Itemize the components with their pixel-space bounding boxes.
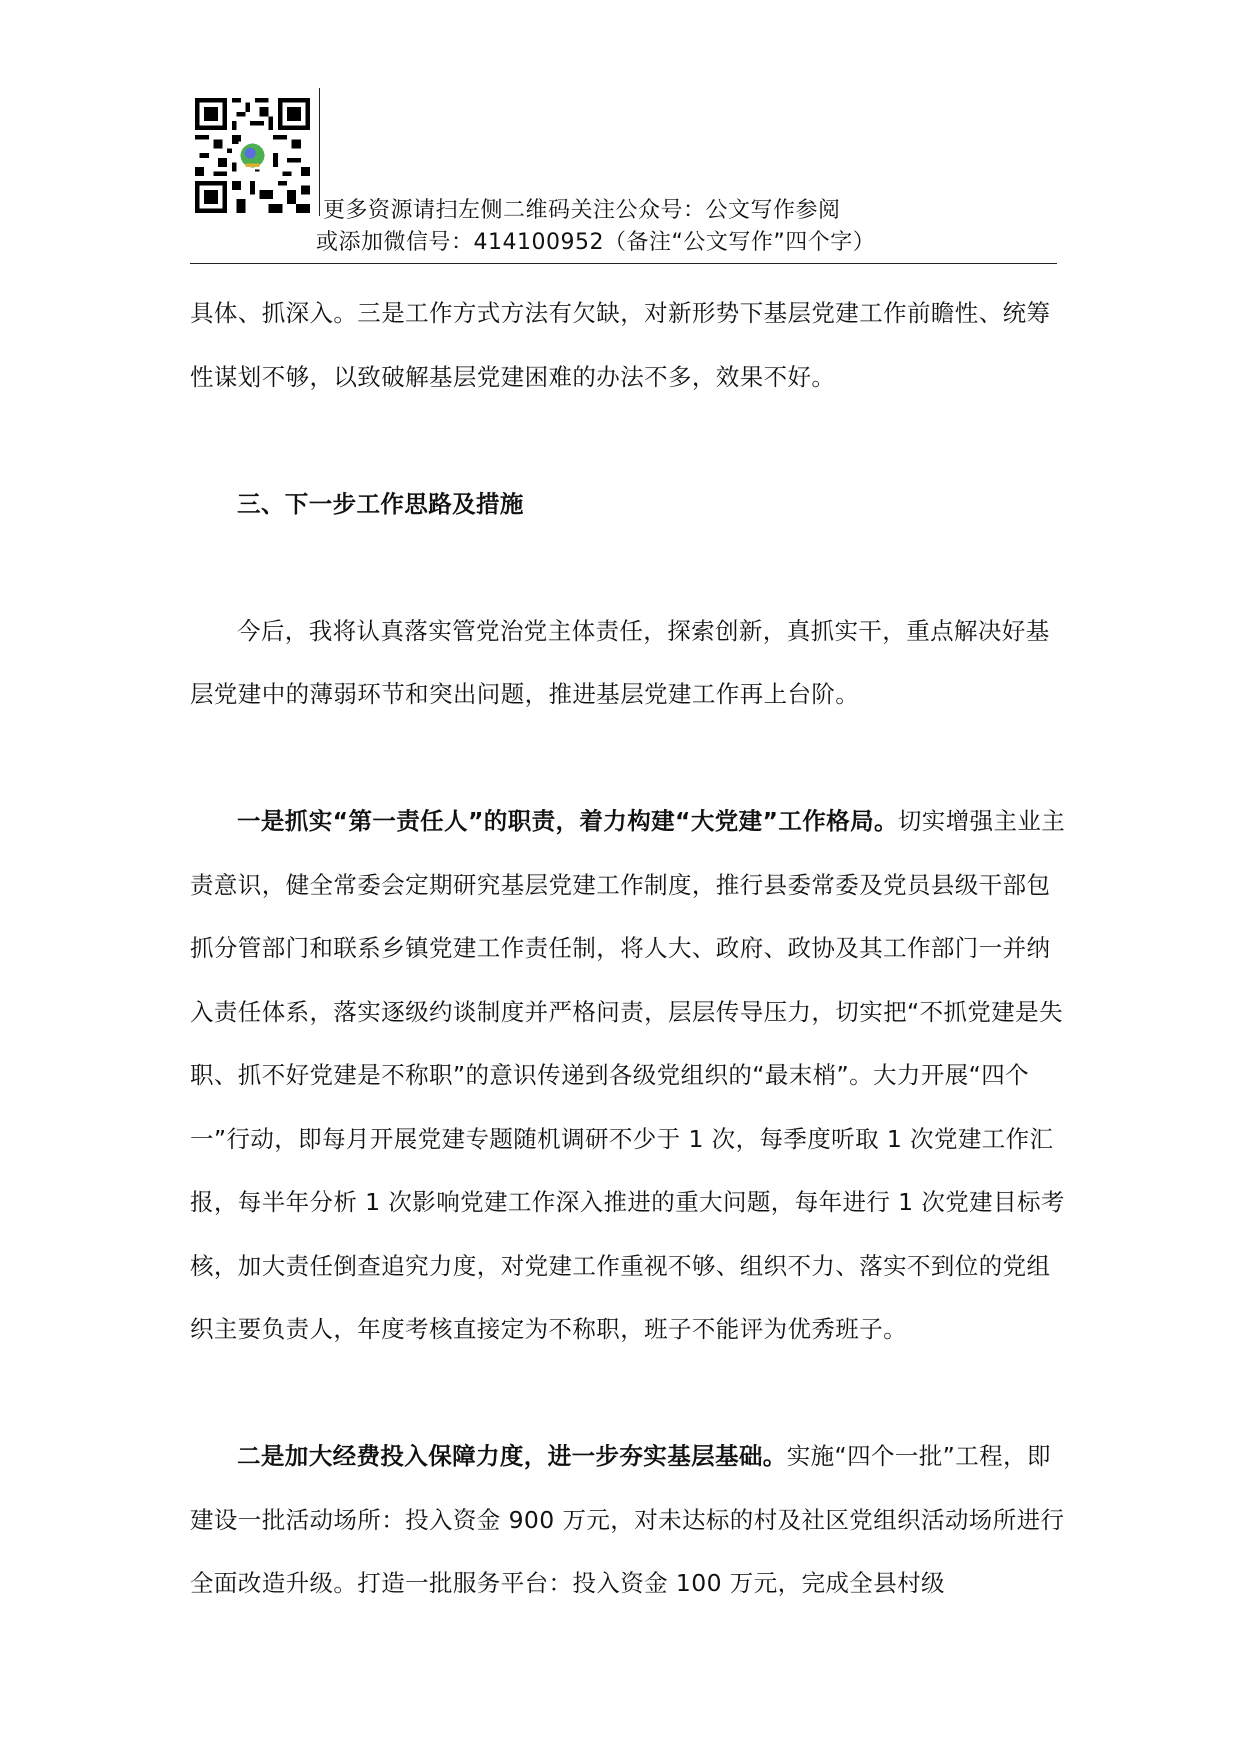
header-divider [319, 88, 320, 216]
header-rule [190, 263, 1057, 264]
document-header [195, 88, 1057, 264]
paragraph: 今后，我将认真落实管党治党主体责任，探索创新，真抓实干，重点解决好基层党建中的薄弱环节和突出问题，推进基层党建工作再上台阶。 [190, 616, 1050, 708]
paragraph: 具体、抓深入。三是工作方式方法有欠缺，对新形势下基层党建工作前瞻性、统筹性谋划不够，以致破解基层党建困难的办法不多，效果不好。 [190, 299, 1051, 391]
paragraph [190, 1425, 1070, 1616]
paragraph-lead: 二是加大经费投入保障力度，进一步夯实基层基础。 [237, 1442, 787, 1470]
header-line-1: 更多资源请扫左侧二维码关注公众号：公文写作参阅 [323, 198, 841, 223]
paragraph [190, 790, 1070, 1362]
document-body [190, 282, 1070, 1616]
paragraph-text: 实施“四个一批”工程，即建设一批活动场所：投入资金 900 万元，对未达标的村及社区党组织活动场所进行全面改造升级。打造一批服务平台：投入资金 100 万元，完成全县村级 [190, 1442, 1065, 1597]
paragraph-text: 切实增强主业主责意识，健全常委会定期研究基层党建工作制度，推行县委常委及党员县级干部包抓分管部门和联系乡镇党建工作责任制，将人大、政府、政协及其工作部门一并纳入责任体系，落实逐级约谈制度并严格问责，层层传导压力，切实把“不抓党建是失职、抓不好党建是不称职”的意识传递到各级党组织的“最末梢”。大力开展“四个一”行动，即每月开展党建专题随机调研不少于 1 次，每季度听取 1 次党建工作汇报，每半年分析 1 次影响党建工作深入推进的重大问题，每年进行 1 次党建目标考核，加大责任倒查追究力度，对党建工作重视不够、组织不力、落实不到位的党组织主要负责人，年度考核直接定为不称职，班子不能评为优秀班子。 [190, 807, 1066, 1343]
paragraph-lead: 一是抓实“第一责任人”的职责，着力构建“大党建”工作格局。 [237, 807, 898, 835]
qr-code-icon [195, 98, 310, 213]
section-heading: 三、下一步工作思路及措施 [237, 489, 524, 518]
header-line-2: 或添加微信号：414100952（备注“公文写作”四个字） [316, 230, 876, 255]
